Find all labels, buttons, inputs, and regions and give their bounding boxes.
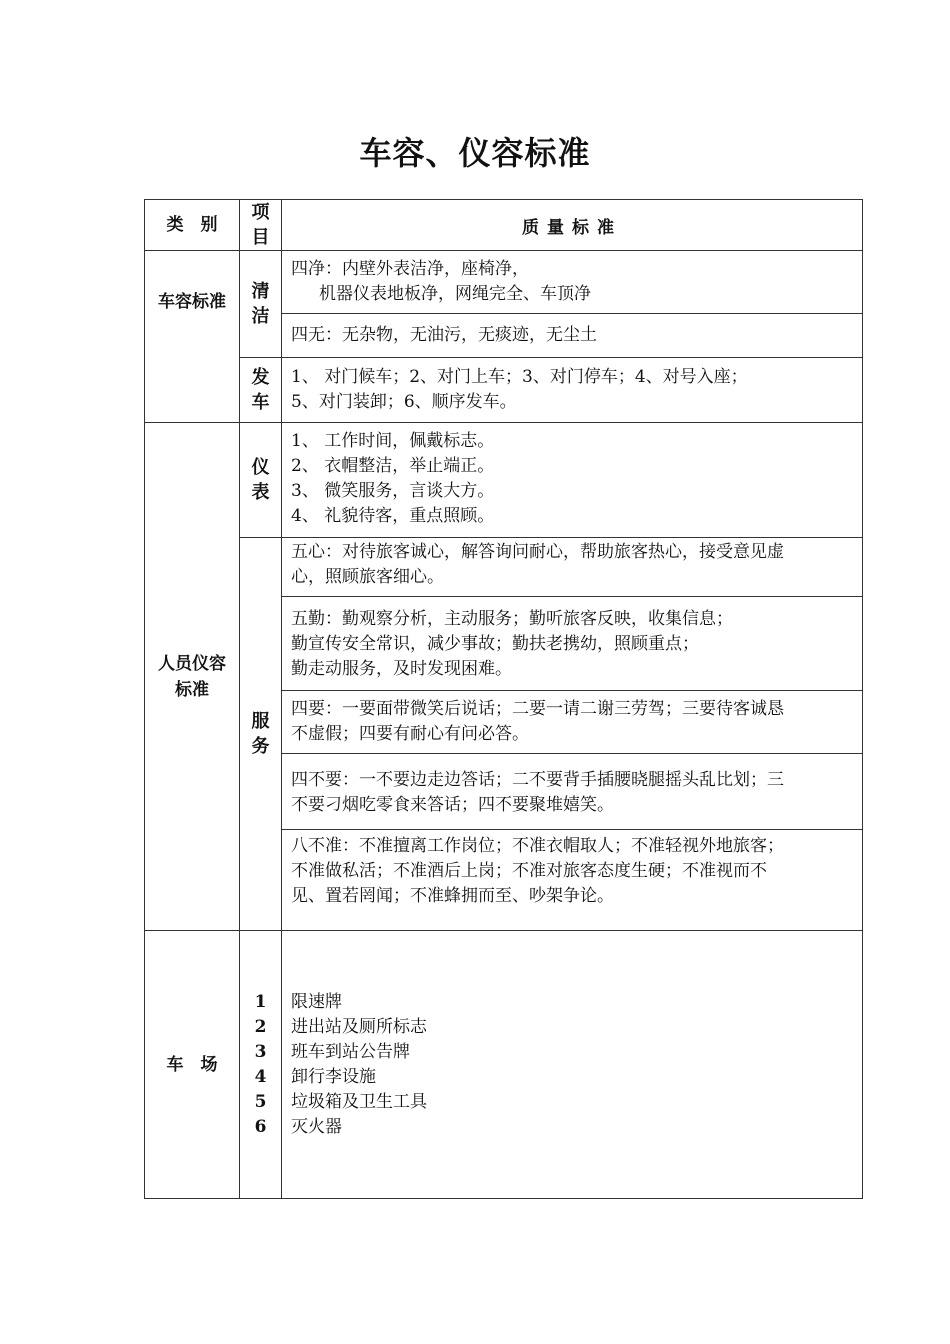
table-row <box>145 423 863 538</box>
table-row <box>145 538 863 597</box>
table-row <box>145 931 863 1199</box>
service-item: 服 务 <box>240 538 282 931</box>
service-eight-prohibitions: 八不准：不准擅离工作岗位；不准衣帽取人；不准轻视外地旅客； 不准做私活；不准酒后上岗；不准对旅客态度生硬；不准视而不 见、置若罔闻；不准蜂拥而至、吵架争论。 <box>282 830 863 931</box>
depart-item: 发 车 <box>240 358 282 423</box>
list-item: 灭火器 <box>291 1116 342 1137</box>
table-row <box>145 358 863 423</box>
table-row <box>145 251 863 314</box>
list-item: 班车到站公告牌 <box>291 1041 410 1062</box>
clean-four-none: 四无：无杂物，无油污，无痰迹，无尘土 <box>282 314 863 358</box>
service-five-diligence: 五勤：勤观察分析，主动服务；勤听旅客反映，收集信息； 勤宣传安全常识，减少事故；勤扶老携幼，照顾重点； 勤走动服务，及时发现困难。 <box>282 597 863 691</box>
standards-table <box>144 199 863 1199</box>
list-item: 进出站及厕所标志 <box>291 1016 427 1037</box>
page-title: 车容、仪容标准 <box>359 134 591 172</box>
yard-category: 车 场 <box>145 931 240 1199</box>
appearance-standard: 1、 工作时间，佩戴标志。 2、 衣帽整洁，举止端正。 3、 微笑服务，言谈大方。 4、 礼貌待客，重点照顾。 <box>282 423 863 538</box>
list-item: 卸行李设施 <box>291 1066 376 1087</box>
list-item: 限速牌 <box>291 991 342 1012</box>
service-four-donts: 四不要：一不要边走边答话；二不要背手插腰晓腿摇头乱比划；三 不要刁烟吃零食来答话；四不要聚堆嬉笑。 <box>282 754 863 830</box>
service-four-musts: 四要：一要面带微笑后说话；二要一请二谢三劳驾；三要待客诚恳 不虚假；四要有耐心有问必答。 <box>282 691 863 754</box>
yard-items <box>282 931 863 1199</box>
clean-four-clean: 四净：内壁外表洁净，座椅净， 机器仪表地板净，网绳完全、车顶净 <box>282 251 863 314</box>
header-item: 项 目 <box>240 200 282 251</box>
staff-category: 人员仪容 标准 <box>145 423 240 931</box>
header-category: 类 别 <box>145 200 240 251</box>
vehicle-category: 车容标准 <box>145 251 240 423</box>
list-item: 垃圾箱及卫生工具 <box>291 1091 427 1112</box>
header-standard: 质量标准 <box>282 200 863 251</box>
appearance-item: 仪 表 <box>240 423 282 538</box>
service-five-hearts: 五心：对待旅客诚心，解答询问耐心，帮助旅客热心，接受意见虚 心，照顾旅客细心。 <box>282 538 863 597</box>
clean-item: 清 洁 <box>240 251 282 358</box>
depart-standard: 1、 对门候车；2、对门上车；3、对门停车；4、对号入座； 5、对门装卸；6、顺序发车。 <box>282 358 863 423</box>
yard-numbers: 1 2 3 4 5 6 <box>240 931 282 1199</box>
table-header-row <box>145 200 863 251</box>
